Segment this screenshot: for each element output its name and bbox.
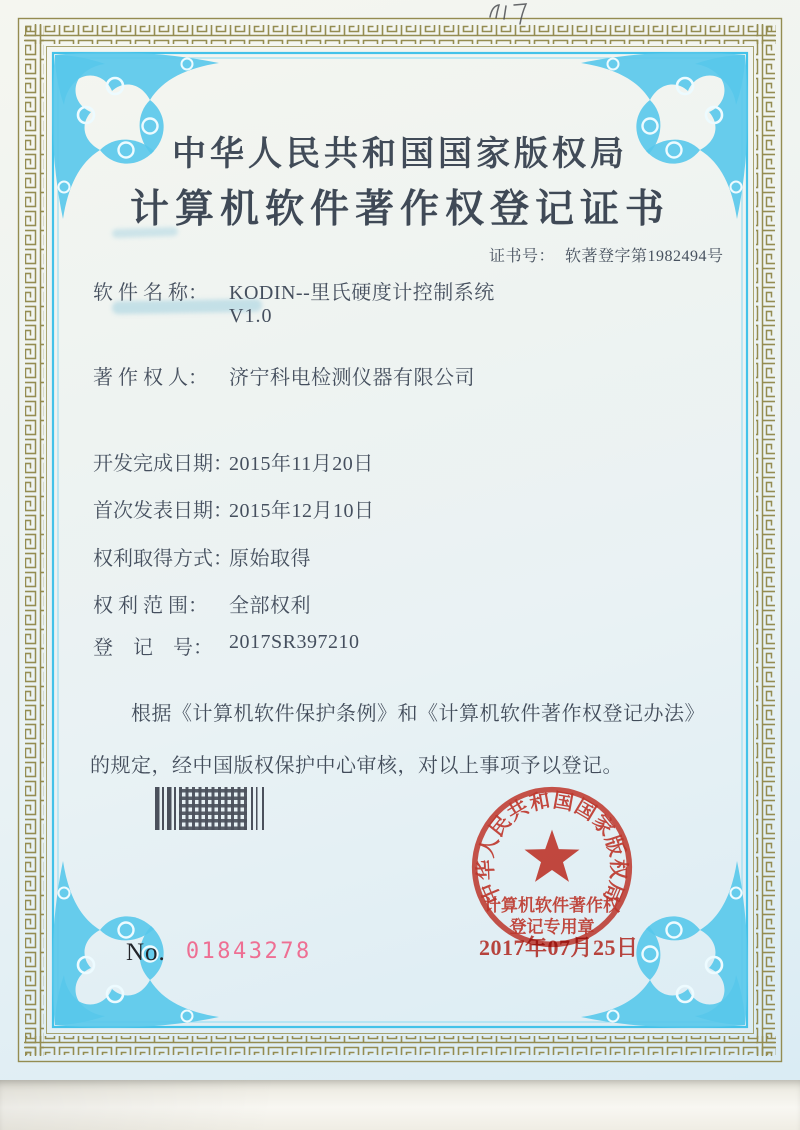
serial-number — [126, 939, 312, 967]
certificate-number — [489, 243, 724, 266]
field-copyright-holder — [93, 361, 475, 390]
certificate-number-label: 证书号： — [489, 248, 556, 265]
field-value: 2017SR397210 — [229, 631, 360, 653]
field-label: 开发完成日期： — [93, 453, 233, 475]
field-label: 登 记 号： — [93, 637, 213, 659]
seal-ring-text: 中华人民共和国国家版权局 — [475, 789, 629, 907]
official-seal — [467, 782, 637, 952]
seal-inner-line1: 计算机软件著作权 — [484, 896, 620, 916]
field-value: KODIN--里氏硬度计控制系统 — [229, 282, 495, 304]
field-label: 权 利 范 围： — [93, 595, 208, 617]
certificate-title: 计算机软件著作权登记证书 — [129, 188, 670, 231]
field-value: 2015年11月20日 — [229, 453, 374, 475]
field-value: 全部权利 — [229, 595, 311, 617]
field-label: 权利取得方式： — [93, 548, 233, 570]
field-value: 2015年12月10日 — [229, 500, 375, 522]
field-rights-scope — [93, 589, 311, 618]
seal-star-icon — [525, 830, 580, 882]
barcode-icon — [155, 787, 267, 830]
authority-name: 中华人民共和国国家版权局 — [172, 136, 628, 173]
field-value: 原始取得 — [229, 548, 311, 570]
software-version: V1.0 — [229, 305, 273, 327]
field-dev-completion-date — [93, 447, 374, 476]
field-label: 著 作 权 人： — [93, 367, 208, 389]
scan-background — [0, 1080, 800, 1130]
pen-mark — [486, 1, 534, 27]
field-registration-number — [93, 631, 360, 660]
certificate-number-value: 软著登字第1982494号 — [565, 248, 724, 265]
field-software-name — [93, 276, 495, 305]
barcode-bars — [249, 787, 267, 830]
field-label: 软 件 名 称： — [93, 282, 208, 304]
field-label: 首次发表日期： — [93, 500, 233, 522]
registration-statement: 根据《计算机软件保护条例》和《计算机软件著作权登记办法》的规定，经中国版权保护中心审核，对以上事项予以登记。 — [90, 703, 705, 777]
serial-number-label: No. — [126, 939, 166, 966]
seal-inner-line2: 登记专用章 — [509, 917, 595, 937]
barcode-matrix — [179, 787, 247, 830]
seal-date: 2017年07月25日 — [479, 935, 639, 960]
field-rights-acquisition — [93, 542, 311, 571]
serial-number-value: 01843278 — [185, 939, 312, 964]
barcode-bars — [155, 787, 177, 830]
field-value: 济宁科电检测仪器有限公司 — [229, 367, 475, 389]
field-first-publication-date — [93, 494, 375, 523]
